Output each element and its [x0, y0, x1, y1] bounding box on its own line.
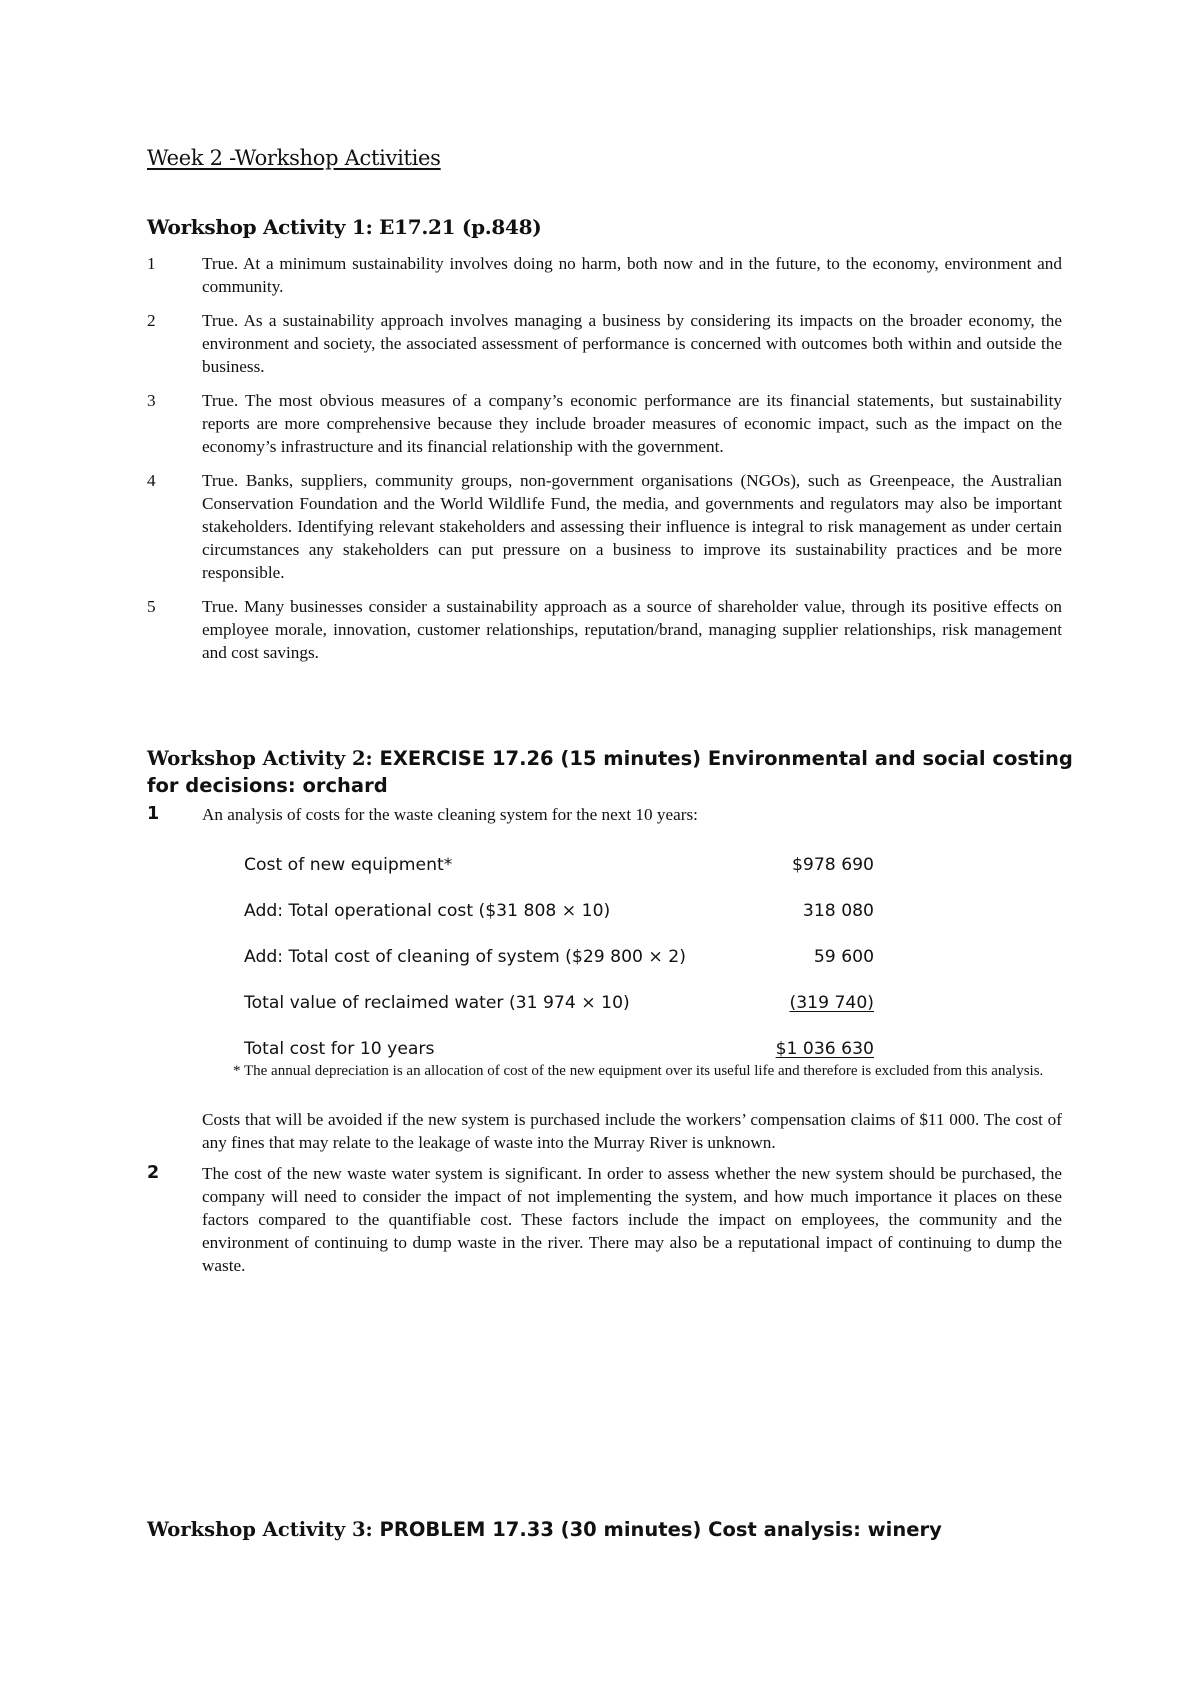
activity-2-heading — [147, 745, 1077, 799]
total-amount: $1 036 630 — [775, 1039, 874, 1059]
answer-item — [147, 469, 1062, 584]
answer-text: True. Banks, suppliers, community groups, non-government organisations (NGOs), such as Greenpeace, the Australian Conservation Foundation and the World Wildlife Fund, the media, and governments and regulators may also be important stakeholders. Identifying relevant stakeholders and assessing their influence is integral to risk management as under certain circumstances any stakeholders can put pressure on a business to improve its sustainability practices and be more responsible. — [202, 471, 1062, 582]
answer-number: 5 — [147, 597, 156, 616]
answer-item — [147, 389, 1062, 458]
answer-text: True. The most obvious measures of a company’s economic performance are its financial statements, but sustainability reports are more comprehensive because they include broader measures of economic impact, such as the impact on the economy’s infrastructure and its financial relationship with the government. — [202, 391, 1062, 456]
table-row — [244, 888, 874, 934]
answer-number: 2 — [147, 311, 156, 330]
answer-number: 1 — [147, 254, 156, 273]
cost-label: Add: Total operational cost ($31 808 × 10) — [244, 901, 611, 921]
answer-item — [147, 309, 1062, 378]
table-row — [244, 934, 874, 980]
cost-analysis-table — [244, 842, 874, 1072]
cost-label: Cost of new equipment* — [244, 855, 453, 875]
question-text: The cost of the new waste water system is significant. In order to assess whether the new system should be purchased, the company will need to consider the impact of not implementing the system, and how much importance it places on these factors compared to the quantifiable cost. These factors include the impact on employees, the community and the environment of continuing to dump waste in the river. There may also be a reputational impact of continuing to dump the waste. — [202, 1164, 1062, 1275]
cost-amount: 318 080 — [802, 901, 874, 921]
activity-3-heading-lead: Workshop Activity 3: — [147, 1518, 380, 1541]
question-number: 1 — [147, 804, 160, 824]
avoided-costs-paragraph: Costs that will be avoided if the new system is purchased include the workers’ compensation claims of $11 000. The cost of any fines that may relate to the leakage of waste into the Murray River is unknown. — [202, 1110, 1062, 1152]
cost-amount: (319 740) — [789, 993, 874, 1013]
table-row — [244, 980, 874, 1026]
activity-1-answer-list — [147, 252, 1062, 675]
answer-item — [147, 595, 1062, 664]
activity-1-heading: Workshop Activity 1: E17.21 (p.848) — [147, 215, 542, 239]
question-text: An analysis of costs for the waste cleaning system for the next 10 years: — [202, 805, 698, 824]
cost-label: Total cost for 10 years — [244, 1039, 435, 1059]
cost-label: Total value of reclaimed water (31 974 × 10) — [244, 993, 630, 1013]
table-row — [244, 842, 874, 888]
cost-amount-cell — [759, 980, 874, 1026]
cost-label: Add: Total cost of cleaning of system ($29 800 × 2) — [244, 947, 686, 967]
activity-2-heading-title: EXERCISE 17.26 (15 minutes) Environmental and social costing for decisions: orchard — [147, 747, 1073, 797]
answer-item — [147, 252, 1062, 298]
question-2 — [147, 1162, 1062, 1277]
footnote: * The annual depreciation is an allocation of cost of the new equipment over its useful life and therefore is excluded from this analysis. — [233, 1063, 1044, 1079]
question-number: 2 — [147, 1163, 160, 1183]
answer-text: True. As a sustainability approach involves managing a business by considering its impacts on the broader economy, the environment and society, the associated assessment of performance is concerned with outcomes both within and outside the business. — [202, 311, 1062, 376]
cost-amount: 59 600 — [813, 947, 874, 967]
question-1 — [147, 803, 1062, 826]
answer-text: True. At a minimum sustainability involves doing no harm, both now and in the future, to the economy, environment and community. — [202, 254, 1062, 296]
page-title: Week 2 -Workshop Activities — [147, 146, 441, 170]
activity-2-heading-lead: Workshop Activity 2: — [147, 747, 380, 770]
activity-3-heading-title: PROBLEM 17.33 (30 minutes) Cost analysis: winery — [379, 1518, 942, 1541]
activity-3-heading — [147, 1518, 942, 1541]
answer-text: True. Many businesses consider a sustainability approach as a source of shareholder value, through its positive effects on employee morale, innovation, customer relationships, reputation/brand, managing supplier relationships, risk management and cost savings. — [202, 597, 1062, 662]
cost-amount: $978 690 — [791, 855, 874, 875]
answer-number: 4 — [147, 471, 156, 490]
answer-number: 3 — [147, 391, 156, 410]
